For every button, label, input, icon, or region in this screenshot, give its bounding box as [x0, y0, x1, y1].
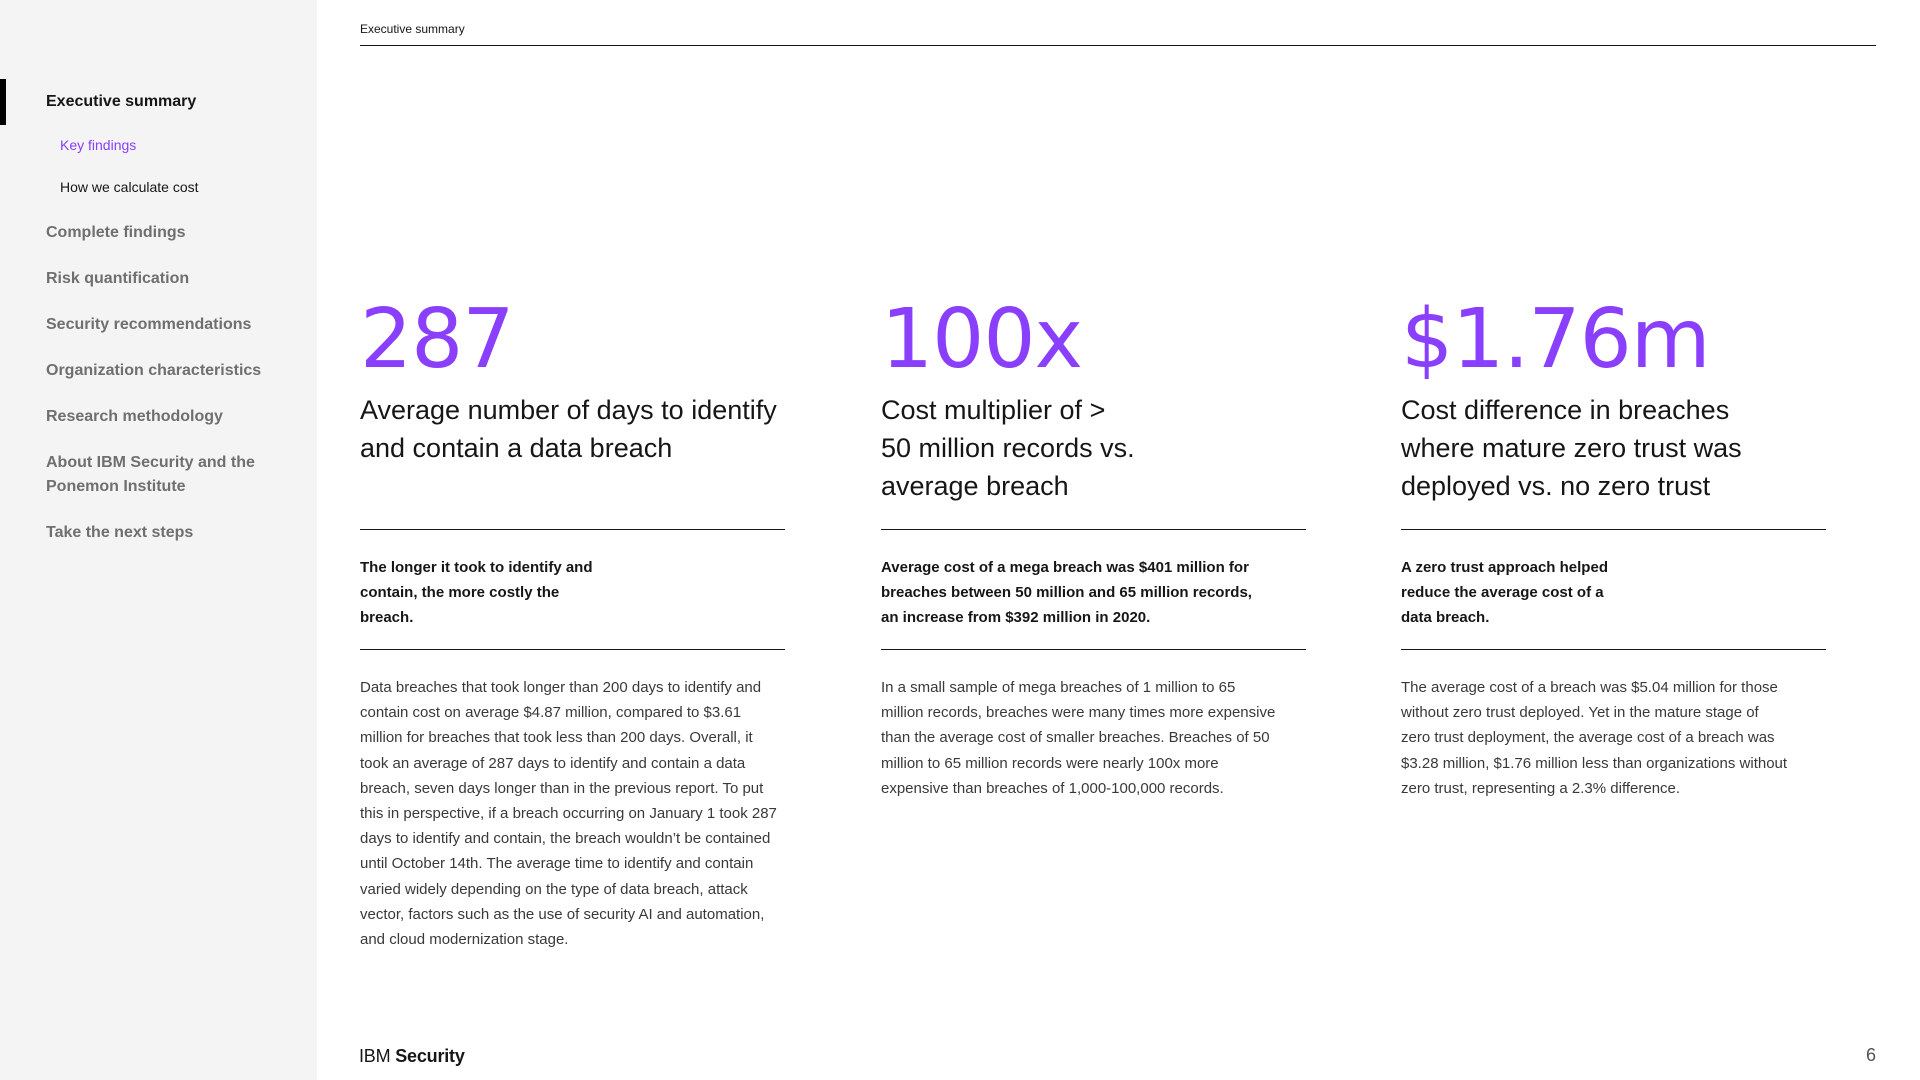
emphasis-text: Average cost of a mega breach was $401 million for breaches between 50 million and 65 million records, an increase from $392 million in 2020.	[881, 559, 1252, 626]
body-text: Data breaches that took longer than 200 days to identify and contain cost on average $4.87 million, compared to $3.61 million for breaches that took less than 200 days. Overall, it took an average of 287 days to identify and contain a data breach, seven days longer than in the previous report. To put this in perspective, if a breach occurring on January 1 took 287 days to identify and contain, the breach wouldn’t be contained until October 14th. The average time to identify and contain varied widely depending on the type of data breach, attack vector, factors such as the use of security AI and automation, and cloud modernization stage.	[360, 679, 777, 949]
nav-how-we-calculate-cost[interactable]: How we calculate cost	[60, 179, 199, 195]
finding-column-3	[1401, 292, 1826, 801]
emphasis-text: The longer it took to identify and contain, the more costly the breach.	[360, 559, 593, 626]
stat-value: 100x	[881, 292, 1083, 387]
nav-take-next-steps[interactable]: Take the next steps	[46, 524, 194, 541]
nav-security-recommendations[interactable]: Security recommendations	[46, 316, 252, 333]
nav-complete-findings[interactable]: Complete findings	[46, 224, 186, 241]
body-text: The average cost of a breach was $5.04 million for those without zero trust deployed. Yet in the mature stage of zero trust deployment, the average cost of a breach was $3.28 million, $1.76 million less than organizations without zero trust, representing a 2.3% difference.	[1401, 679, 1788, 797]
emphasis-text: A zero trust approach helped reduce the average cost of a data breach.	[1401, 559, 1608, 626]
sidebar-nav	[0, 0, 317, 1080]
page-number: 6	[1865, 1045, 1876, 1065]
stat-label: Average number of days to identify and contain a data breach	[360, 395, 777, 463]
header-divider	[360, 45, 1876, 46]
body-text: In a small sample of mega breaches of 1 million to 65 million records, breaches were many times more expensive than the average cost of smaller breaches. Breaches of 50 million to 65 million records were nearly 100x more expensive than breaches of 1,000-100,000 records.	[881, 679, 1276, 797]
nav-research-methodology[interactable]: Research methodology	[46, 408, 223, 425]
nav-key-findings[interactable]: Key findings	[60, 137, 137, 153]
logo-text-light: IBM	[359, 1046, 391, 1066]
active-indicator	[0, 79, 6, 125]
nav-organization-characteristics[interactable]: Organization characteristics	[46, 362, 262, 379]
nav-executive-summary[interactable]: Executive summary	[46, 93, 197, 110]
ibm-security-logo	[359, 1046, 465, 1067]
finding-column-2	[881, 292, 1306, 801]
logo-text-bold: Security	[395, 1046, 465, 1066]
section-header: Executive summary	[360, 22, 465, 36]
stat-value: 287	[360, 292, 514, 387]
finding-column-1	[360, 292, 785, 952]
stat-value: $1.76m	[1401, 292, 1710, 387]
stat-label: Cost multiplier of > 50 million records vs. average breach	[881, 395, 1135, 501]
nav-about-ibm-security[interactable]: About IBM Security and the Ponemon Institute	[46, 454, 255, 495]
stat-label: Cost difference in breaches where mature zero trust was deployed vs. no zero trust	[1401, 395, 1742, 501]
nav-risk-quantification[interactable]: Risk quantification	[46, 270, 190, 287]
